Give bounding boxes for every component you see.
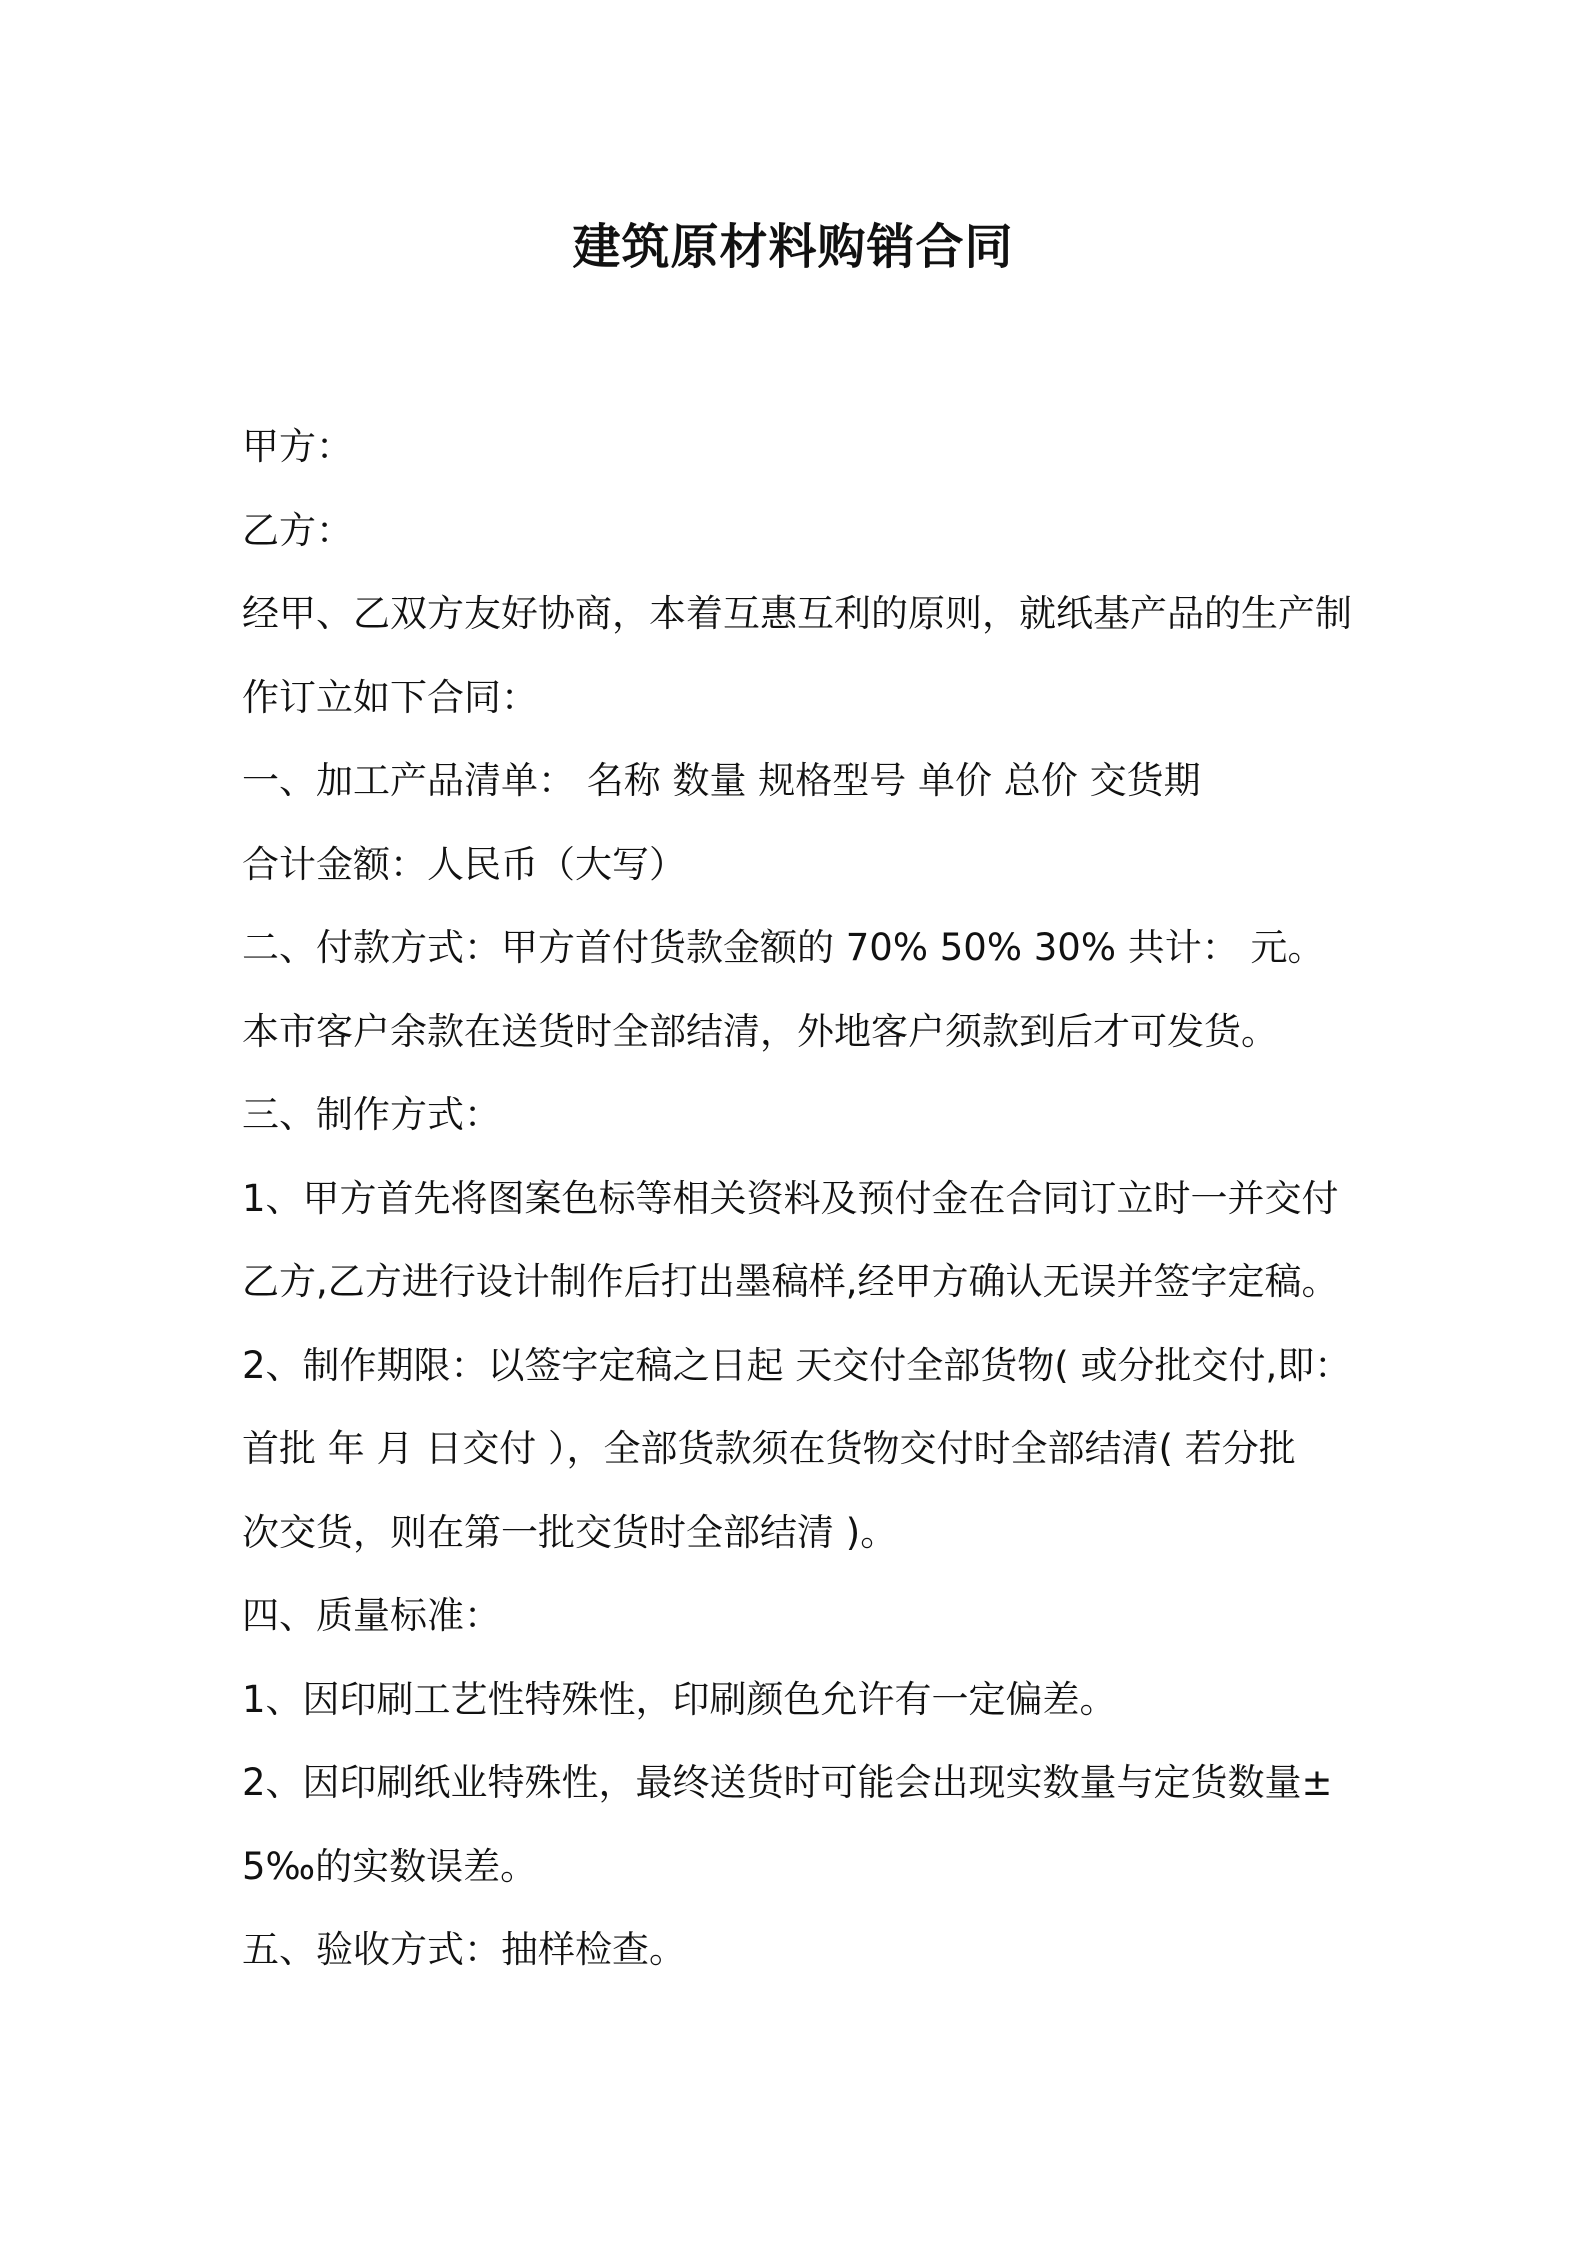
document-title: 建筑原材料购销合同 <box>572 219 1014 275</box>
production-clause-2-end: 次交货，则在第一批交货时全部结清 )。 <box>242 1510 898 1554</box>
production-clause-1-continued: 乙方,乙方进行设计制作后打出墨稿样,经甲方确认无误并签字定稿。 <box>242 1260 1339 1303</box>
quality-clause-2: 2、因印刷纸业特殊性，最终送货时可能会出现实数量与定货数量± <box>242 1761 1333 1804</box>
section-2-payment: 二、付款方式：甲方首付货款金额的 70% 50% 30% 共计： 元。 <box>242 926 1325 969</box>
production-clause-2: 2、制作期限：以签字定稿之日起 天交付全部货物( 或分批交付,即： <box>242 1343 1352 1387</box>
quality-clause-1: 1、因印刷工艺性特殊性，印刷颜色允许有一定偏差。 <box>242 1677 1117 1721</box>
intro-line-continued: 作订立如下合同： <box>242 675 538 719</box>
section-4-quality: 四、质量标准： <box>242 1594 501 1637</box>
quality-clause-2-continued: 5‰的实数误差。 <box>242 1844 538 1888</box>
production-clause-2-continued: 首批 年 月 日交付 ），全部货款须在货物交付时全部结清( 若分批 <box>242 1427 1296 1470</box>
total-amount-line: 合计金额：人民币（大写） <box>242 842 686 886</box>
section-5-inspection: 五、验收方式：抽样检查。 <box>242 1928 686 1971</box>
section-3-production: 三、制作方式： <box>242 1093 501 1136</box>
payment-terms-line: 本市客户余款在送货时全部结清，外地客户须款到后才可发货。 <box>242 1009 1278 1053</box>
party-b-line: 乙方： <box>242 508 353 552</box>
party-a-line: 甲方： <box>242 425 353 468</box>
intro-line: 经甲、乙双方友好协商，本着互惠互利的原则，就纸基产品的生产制 <box>242 592 1352 635</box>
section-1-product-list: 一、加工产品清单： 名称 数量 规格型号 单价 总价 交货期 <box>242 759 1201 802</box>
production-clause-1: 1、甲方首先将图案色标等相关资料及预付金在合同订立时一并交付 <box>242 1176 1339 1220</box>
document-body <box>242 405 1362 1992</box>
